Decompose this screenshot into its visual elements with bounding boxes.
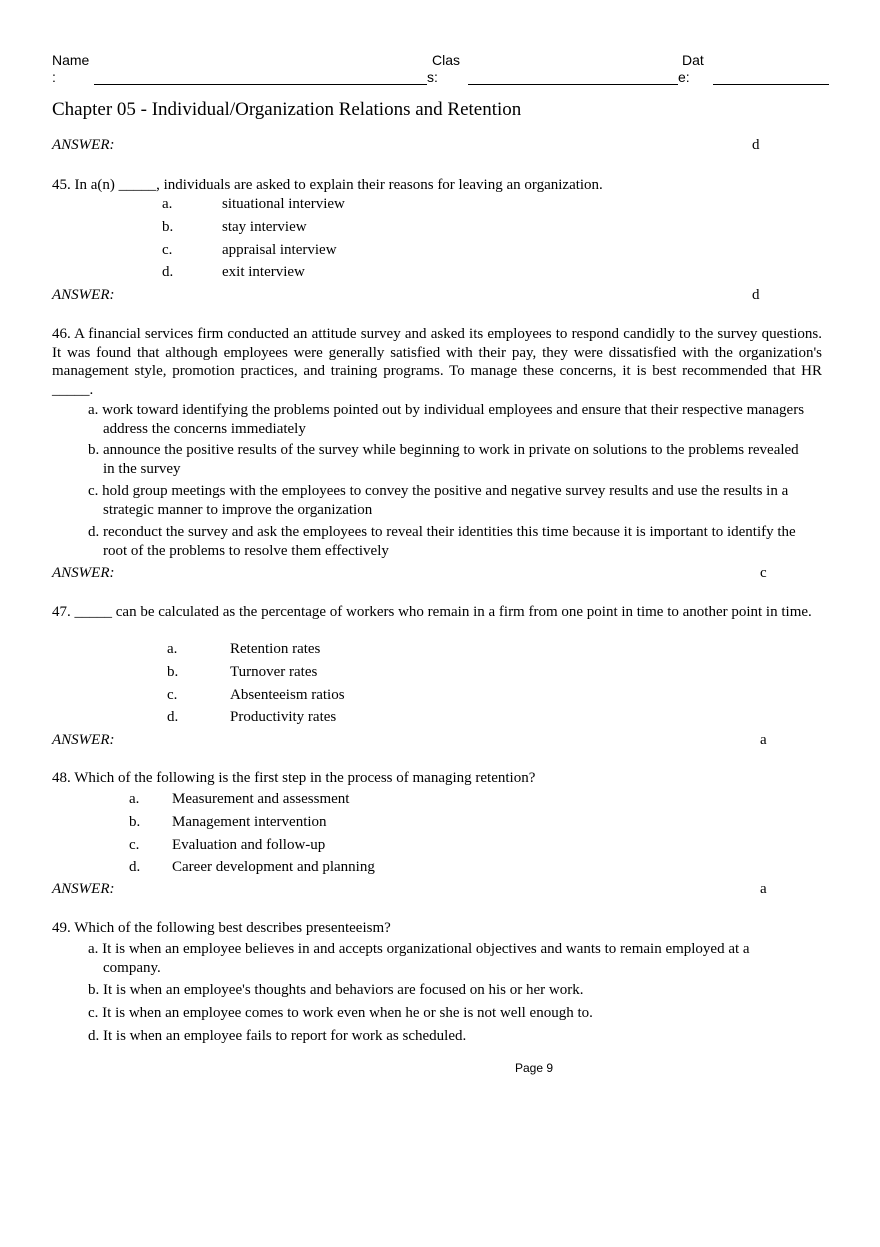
answer-label: ANSWER:	[52, 881, 115, 897]
question-45-option-a-letter: a.	[162, 196, 173, 212]
answer-label: ANSWER:	[52, 137, 115, 153]
question-48-option-c-letter: c.	[129, 837, 140, 853]
question-47-option-b-letter: b.	[167, 664, 179, 680]
question-47-option-c-letter: c.	[167, 687, 178, 703]
answer-label: ANSWER:	[52, 287, 115, 303]
question-47-option-a-letter: a.	[167, 641, 178, 657]
question-46-option-d: d. reconduct the survey and ask the employees to reveal their identities this time because it is important to identify the root of the problems to resolve them effectively	[88, 524, 796, 559]
question-47-option-b: Turnover rates	[230, 664, 318, 680]
question-48-option-a: Measurement and assessment	[172, 791, 350, 807]
question-45-option-a: situational interview	[222, 196, 345, 212]
question-49-stem: 49. Which of the following best describes presenteeism?	[52, 920, 391, 936]
question-48-stem: 48. Which of the following is the first step in the process of managing retention?	[52, 770, 536, 786]
page-number: Page 9	[515, 1061, 554, 1075]
question-46-stem: 46. A financial services firm conducted an attitude survey and asked its employees to respond candidly to the survey questions. It was found that although employees were generally satisfied with their pay, they were dissatisfied with the organization's management style, promotion practices, and training programs. To manage these concerns, it is best recommended that HR _____.	[52, 326, 822, 398]
question-45-option-c-letter: c.	[162, 242, 173, 258]
question-45-option-b-letter: b.	[162, 219, 174, 235]
answer-label: ANSWER:	[52, 732, 115, 748]
date-underline	[713, 84, 829, 85]
question-45-option-d: exit interview	[222, 264, 305, 280]
question-45-option-d-letter: d.	[162, 264, 174, 280]
question-47-option-d-letter: d.	[167, 709, 179, 725]
question-48-option-b-letter: b.	[129, 814, 141, 830]
date-label-suffix: e:	[678, 69, 690, 85]
question-48-option-c: Evaluation and follow-up	[172, 837, 326, 853]
question-47-answer: a	[760, 732, 767, 748]
question-45-stem: 45. In a(n) _____, individuals are asked to explain their reasons for leaving an organization.	[52, 177, 603, 193]
question-47-option-c: Absenteeism ratios	[230, 687, 345, 703]
class-label: Clas	[432, 52, 461, 68]
class-underline	[468, 84, 678, 85]
question-45-option-b: stay interview	[222, 219, 307, 235]
question-46-answer: c	[760, 565, 767, 581]
question-47-option-d: Productivity rates	[230, 709, 337, 725]
question-48-option-a-letter: a.	[129, 791, 140, 807]
date-label: Dat	[682, 52, 704, 68]
answer-value: d	[752, 137, 760, 153]
question-48-answer: a	[760, 881, 767, 897]
question-49-option-c: c. It is when an employee comes to work even when he or she is not well enough to.	[88, 1005, 593, 1021]
question-49-option-d: d. It is when an employee fails to report for work as scheduled.	[88, 1028, 467, 1044]
question-46-option-b: b. announce the positive results of the survey while beginning to work in private on solutions to the problems revealed in the survey	[88, 442, 799, 477]
question-48-option-b: Management intervention	[172, 814, 327, 830]
chapter-title: Chapter 05 - Individual/Organization Relations and Retention	[52, 99, 522, 120]
class-label-suffix: s:	[427, 69, 438, 85]
name-label: Name	[52, 52, 90, 68]
question-47-option-a: Retention rates	[230, 641, 321, 657]
question-45-answer: d	[752, 287, 760, 303]
question-48-option-d: Career development and planning	[172, 859, 375, 875]
answer-label: ANSWER:	[52, 565, 115, 581]
question-49-option-a: a. It is when an employee believes in and accepts organizational objectives and wants to remain employed at a company.	[88, 941, 750, 976]
name-label-colon: :	[52, 69, 56, 85]
question-46-option-a: a. work toward identifying the problems pointed out by individual employees and ensure that their respective managers address the concerns immediately	[88, 402, 805, 437]
question-45-option-c: appraisal interview	[222, 242, 337, 258]
question-46-option-c: c. hold group meetings with the employees to convey the positive and negative survey results and use the results in a strategic manner to improve the organization	[88, 483, 789, 518]
question-48-option-d-letter: d.	[129, 859, 141, 875]
question-47-stem: 47. _____ can be calculated as the percentage of workers who remain in a firm from one point in time to another point in time.	[52, 604, 812, 620]
question-49-option-b: b. It is when an employee's thoughts and behaviors are focused on his or her work.	[88, 982, 584, 998]
name-underline	[94, 84, 427, 85]
